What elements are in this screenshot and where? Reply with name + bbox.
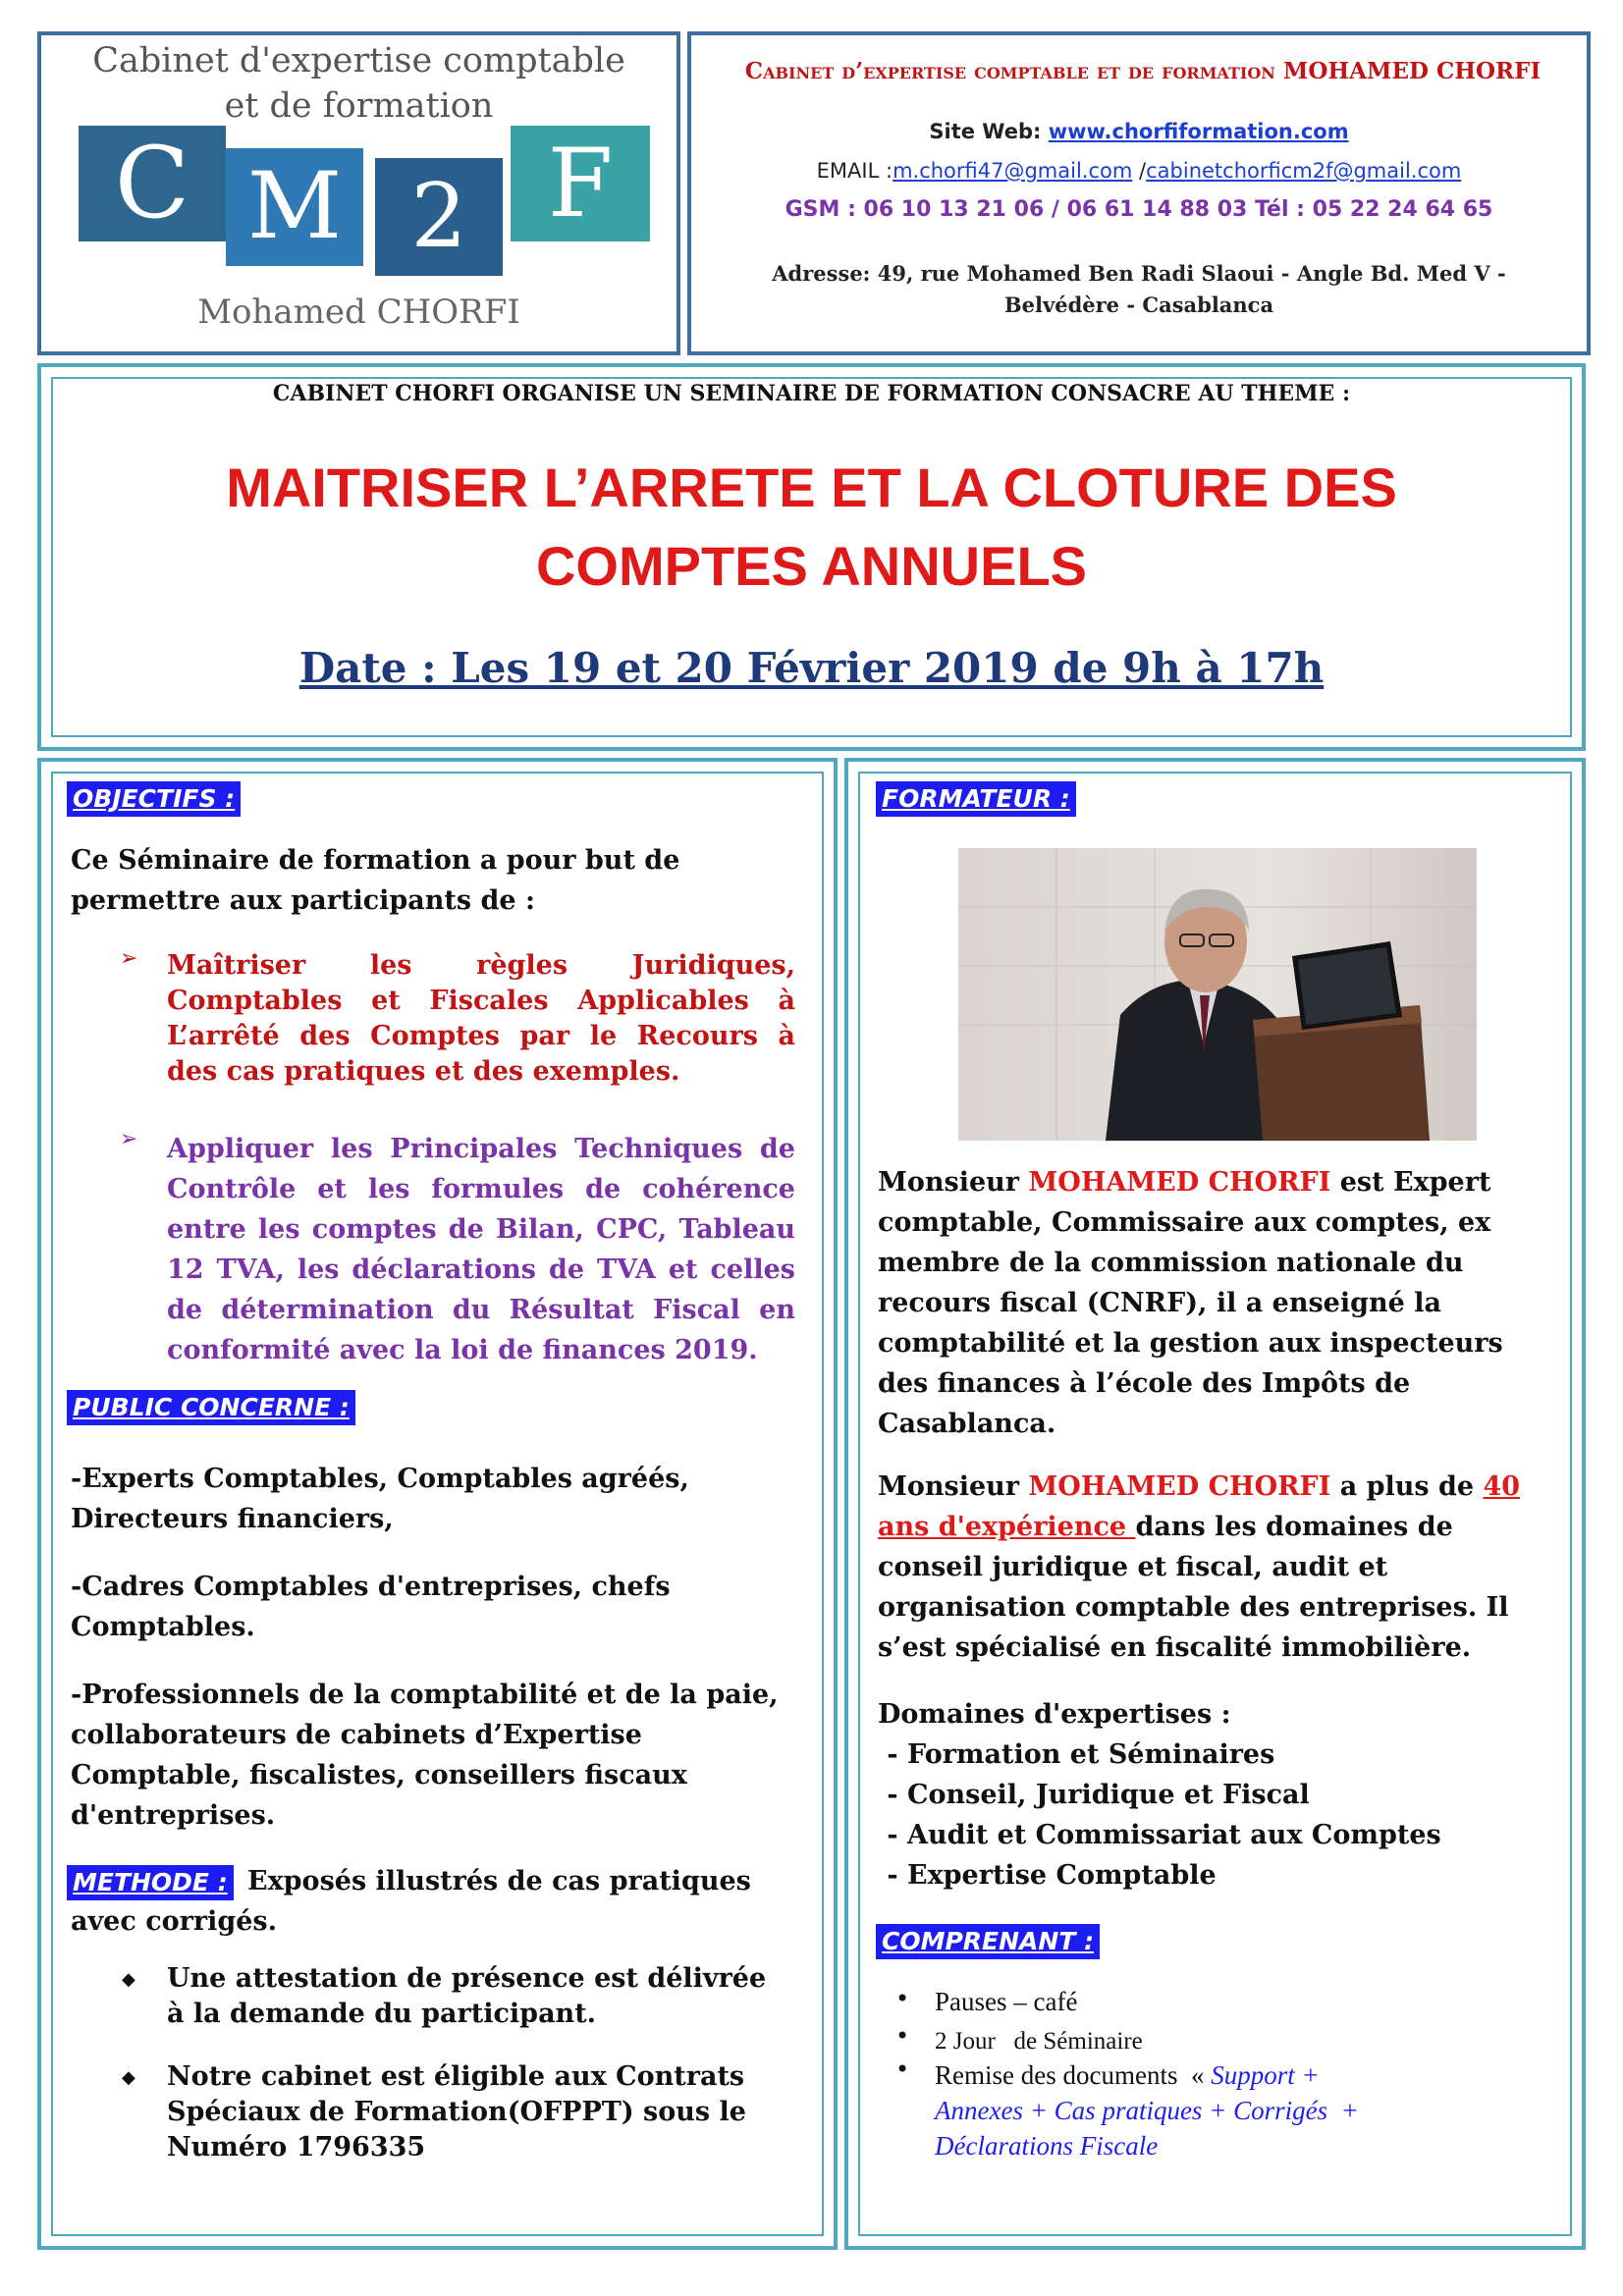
public-line-1a: -Experts Comptables, Comptables agréés, xyxy=(71,1464,689,1494)
objectifs-intro-2: permettre aux participants de : xyxy=(71,885,535,916)
logo-tile-m: M xyxy=(226,148,363,266)
methode-text-2: avec corrigés. xyxy=(71,1906,278,1937)
diamond-bullet-icon: ◆ xyxy=(122,1969,135,1990)
left-column xyxy=(37,758,838,2250)
trainer-name: MOHAMED CHORFI xyxy=(1028,1167,1331,1198)
public-line-3a: -Professionnels de la comptabilité et de la paie, xyxy=(71,1680,779,1710)
objectif-2-line-5: de détermination du Résultat Fiscal en xyxy=(167,1295,795,1325)
arrow-bullet-icon: ➢ xyxy=(120,1127,138,1151)
objectif-2-line-4: 12 TVA, les déclarations de TVA et celles xyxy=(167,1255,795,1285)
seminar-title-line-1: MAITRISER L’ARRETE ET LA CLOTURE DES xyxy=(226,456,1397,518)
website-line xyxy=(691,120,1587,143)
objectif-1-line-3: L’arrêté des Comptes par le Recours à xyxy=(167,1021,795,1051)
experience-line-3: conseil juridique et fiscal, audit et xyxy=(878,1552,1388,1582)
bio-line-7: Casablanca. xyxy=(878,1409,1056,1439)
logo-signature: Mohamed CHORFI xyxy=(197,293,520,332)
experience-line-4: organisation comptable des entreprises. Il xyxy=(878,1592,1509,1623)
domaine-item-4: - Expertise Comptable xyxy=(878,1860,1217,1891)
experience-domains-text: dans les domaines de xyxy=(1135,1512,1453,1542)
experience-number: 40 xyxy=(1483,1471,1521,1502)
logo-tile-f: F xyxy=(511,126,650,241)
logo-box xyxy=(37,31,680,355)
logo-line-1: Cabinet d'expertise comptable xyxy=(92,41,625,80)
public-line-2b: Comptables. xyxy=(71,1612,255,1642)
methode-bullet-2c: Numéro 1796335 xyxy=(167,2132,426,2163)
bio-line-5: comptabilité et la gestion aux inspecteurs xyxy=(878,1328,1503,1359)
domaine-item-3: - Audit et Commissariat aux Comptes xyxy=(878,1820,1441,1850)
public-line-3c: Comptable, fiscalistes, conseillers fiscaux xyxy=(71,1760,687,1790)
seminar-title-line-2: COMPTES ANNUELS xyxy=(535,535,1088,597)
dot-bullet-icon: • xyxy=(895,2022,910,2050)
bio-suffix: est Expert xyxy=(1330,1167,1491,1198)
bio-line-4: recours fiscal (CNRF), il a enseigné la xyxy=(878,1288,1441,1318)
bio-prefix: Monsieur xyxy=(878,1167,1029,1198)
domaine-item-2: - Conseil, Juridique et Fiscal xyxy=(878,1780,1310,1810)
trainer-name-2: MOHAMED CHORFI xyxy=(1028,1471,1331,1502)
diamond-bullet-icon: ◆ xyxy=(122,2067,135,2088)
email-label: EMAIL : xyxy=(816,159,893,183)
logo-line-2: et de formation xyxy=(224,86,494,126)
bio-line-2: comptable, Commissaire aux comptes, ex xyxy=(878,1207,1491,1238)
website-label: Site Web: xyxy=(929,120,1049,143)
domaine-item-1: - Formation et Séminaires xyxy=(878,1739,1275,1770)
objectif-bullet-1 xyxy=(167,948,795,1090)
experience-mid: a plus de xyxy=(1330,1471,1484,1502)
experience-line-1 xyxy=(878,1467,1520,1507)
objectif-1-line-1: Maîtriser les règles Juridiques, xyxy=(167,950,795,981)
methode-text-1: Exposés illustrés de cas pratiques xyxy=(247,1866,751,1896)
dot-bullet-icon: • xyxy=(895,1985,910,2012)
contact-header xyxy=(687,31,1591,355)
website-link[interactable]: www.chorfiformation.com xyxy=(1048,120,1349,143)
email-separator: / xyxy=(1132,159,1147,183)
bio-line-1 xyxy=(878,1162,1490,1202)
bio-line-3: membre de la commission nationale du xyxy=(878,1248,1464,1278)
phone-line: GSM : 06 10 13 21 06 / 06 61 14 88 03 Tél : 05 22 24 64 65 xyxy=(784,197,1493,222)
trainer-photo xyxy=(958,848,1477,1141)
objectif-2-line-6: conformité avec la loi de finances 2019. xyxy=(167,1335,758,1365)
address-line-2: Belvédère - Casablanca xyxy=(1003,293,1274,317)
methode-heading: METHODE : xyxy=(67,1865,234,1900)
methode-bullet-2a: Notre cabinet est éligible aux Contrats xyxy=(167,2061,745,2092)
dot-bullet-icon: • xyxy=(895,2056,910,2083)
comprenant-item-3-annexes: Annexes + Cas pratiques + Corrigés + xyxy=(935,2096,1359,2125)
comprenant-item-2: 2 Jour de Séminaire xyxy=(935,2028,1143,2055)
experience-prefix: Monsieur xyxy=(878,1471,1029,1502)
methode-bullet-1a: Une attestation de présence est délivrée xyxy=(167,1963,767,1994)
comprenant-item-3-text: Remise des documents « xyxy=(935,2060,1212,2090)
objectif-1-line-4: des cas pratiques et des exemples. xyxy=(167,1056,680,1087)
objectif-2-line-3: entre les comptes de Bilan, CPC, Tableau xyxy=(167,1214,795,1245)
formateur-heading: FORMATEUR : xyxy=(876,781,1076,817)
seminar-date-text: Date : Les 19 et 20 Février 2019 de 9h à 17h xyxy=(298,644,1325,692)
objectif-1-line-2: Comptables et Fiscales Applicables à xyxy=(167,986,795,1016)
company-name: Cabinet d’expertise comptable et de formation MOHAMED CHORFI xyxy=(744,58,1542,84)
email-link-2[interactable]: cabinetchorficm2f@gmail.com xyxy=(1146,159,1462,183)
public-line-2a: -Cadres Comptables d'entreprises, chefs xyxy=(71,1572,671,1602)
experience-years: ans d'expérience xyxy=(878,1512,1136,1542)
methode-bullet-2b: Spéciaux de Formation(OFPPT) sous le xyxy=(167,2097,746,2127)
public-heading: PUBLIC CONCERNE : xyxy=(67,1390,355,1425)
email-line xyxy=(691,159,1587,183)
methode-bullet-1b: à la demande du participant. xyxy=(167,1999,597,2029)
domaines-title: Domaines d'expertises : xyxy=(878,1699,1231,1730)
objectif-2-line-2: Contrôle et les formules de cohérence xyxy=(167,1174,795,1204)
public-line-3b: collaborateurs de cabinets d’Expertise xyxy=(71,1720,642,1750)
objectifs-intro-1: Ce Séminaire de formation a pour but de xyxy=(71,845,680,876)
arrow-bullet-icon: ➢ xyxy=(120,946,138,971)
comprenant-item-3-support: Support + xyxy=(1211,2060,1320,2090)
right-column xyxy=(844,758,1586,2250)
logo-tile-2: 2 xyxy=(375,158,503,276)
address-line-1: Adresse: 49, rue Mohamed Ben Radi Slaoui - Angle Bd. Med V - xyxy=(772,261,1506,286)
objectif-2-line-1: Appliquer les Principales Techniques de xyxy=(167,1134,795,1164)
title-box xyxy=(37,363,1586,751)
comprenant-item-3-declarations: Déclarations Fiscale xyxy=(935,2131,1159,2161)
bio-line-6: des finances à l’école des Impôts de xyxy=(878,1368,1411,1399)
public-line-3d: d'entreprises. xyxy=(71,1800,276,1831)
seminar-date xyxy=(41,644,1582,692)
experience-line-2 xyxy=(878,1507,1453,1547)
seminar-intro: CABINET CHORFI ORGANISE UN SEMINAIRE DE FORMATION CONSACRE AU THEME : xyxy=(272,381,1351,406)
logo-tile-c: C xyxy=(79,126,226,241)
public-line-1b: Directeurs financiers, xyxy=(71,1504,394,1534)
email-link-1[interactable]: m.chorfi47@gmail.com xyxy=(893,159,1133,183)
objectifs-heading: OBJECTIFS : xyxy=(67,781,241,817)
objectif-bullet-2 xyxy=(167,1129,795,1370)
experience-line-5: s’est spécialisé en fiscalité immobilière. xyxy=(878,1632,1472,1663)
comprenant-item-3 xyxy=(935,2057,1359,2163)
comprenant-heading: COMPRENANT : xyxy=(876,1924,1100,1959)
comprenant-item-1: Pauses – café xyxy=(935,1987,1078,2016)
